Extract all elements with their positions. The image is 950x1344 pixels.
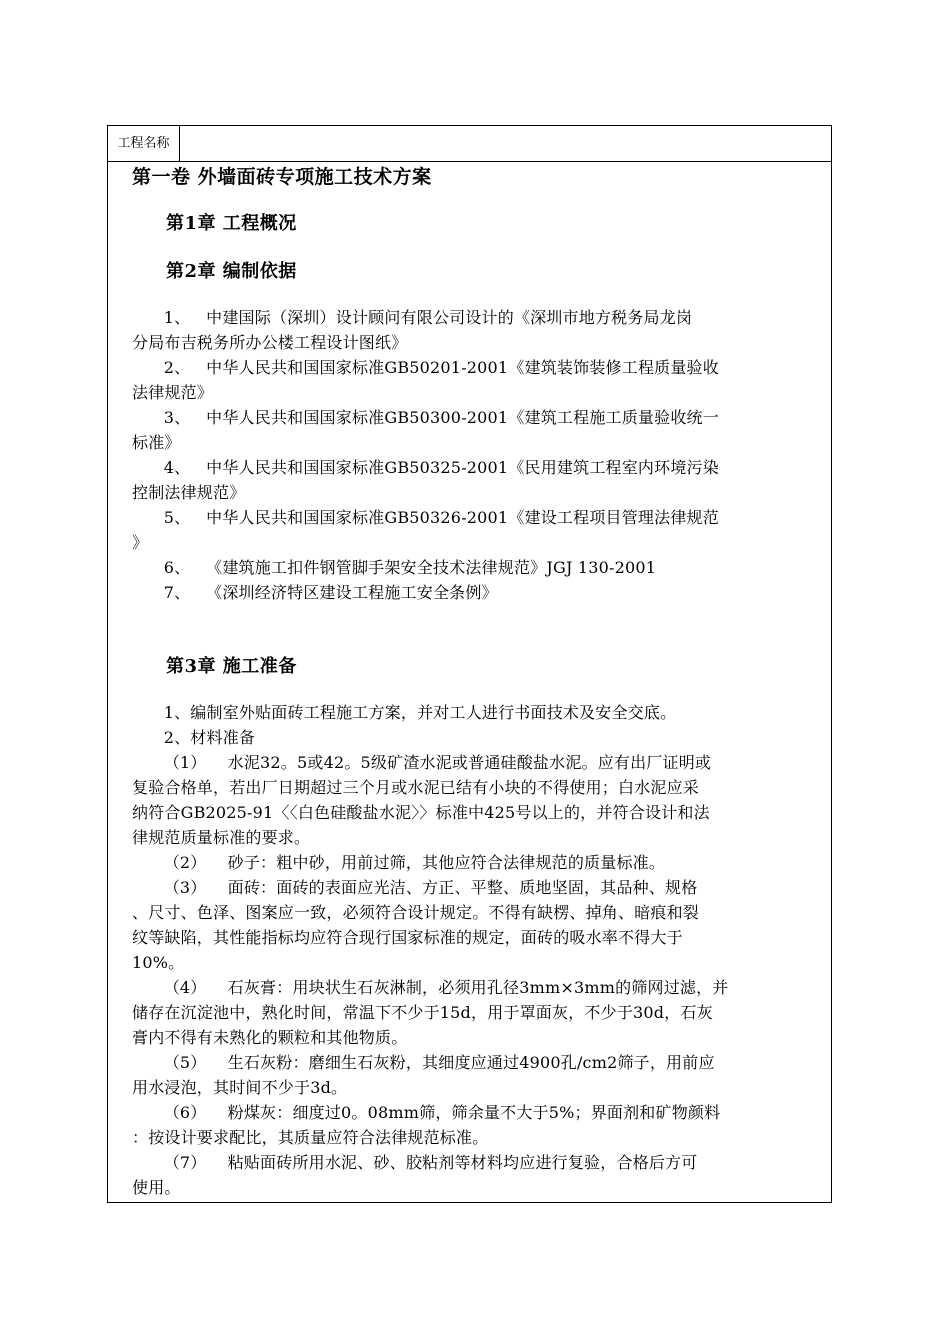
paragraph-line: 纳符合GB2025-91〈〈白色硅酸盐水泥〉〉标准中425号以上的，并符合设计和法 bbox=[132, 803, 710, 822]
paragraph-line: 控制法律规范》 bbox=[132, 483, 246, 502]
paragraph-line: 复验合格单，若出厂日期超过三个月或水泥已结有小块的不得使用；白水泥应采 bbox=[132, 778, 700, 797]
paragraph-line: 1、编制室外贴面砖工程施工方案，并对工人进行书面技术及安全交底。 bbox=[132, 703, 677, 722]
paragraph-line: 用水浸泡，其时间不少于3d。 bbox=[132, 1078, 348, 1097]
paragraph-line: 2、 中华人民共和国国家标准GB50201-2001《建筑装饰装修工程质量验收 bbox=[132, 358, 719, 377]
paragraph-line: 1、 中建国际（深圳）设计顾问有限公司设计的《深圳市地方税务局龙岗 bbox=[132, 308, 693, 327]
document-frame bbox=[107, 125, 832, 1203]
paragraph-line: （4） 石灰膏：用块状生石灰淋制，必须用孔径3mm×3mm的筛网过滤，并 bbox=[132, 978, 729, 997]
paragraph-line: 使用。 bbox=[132, 1178, 181, 1197]
paragraph-line: 10%。 bbox=[132, 953, 185, 972]
paragraph-line: 4、 中华人民共和国国家标准GB50325-2001《民用建筑工程室内环境污染 bbox=[132, 458, 719, 477]
paragraph-line: （1） 水泥32。5或42。5级矿渣水泥或普通硅酸盐水泥。应有出厂证明或 bbox=[132, 753, 712, 772]
paragraph-line: 7、 《深圳经济特区建设工程施工安全条例》 bbox=[132, 583, 498, 602]
chapter-3-title: 第3章 施工准备 bbox=[166, 656, 297, 677]
paragraph-line: 5、 中华人民共和国国家标准GB50326-2001《建设工程项目管理法律规范 bbox=[132, 508, 719, 527]
paragraph-line: 膏内不得有未熟化的颗粒和其他物质。 bbox=[132, 1028, 408, 1047]
paragraph-line: （7） 粘贴面砖所用水泥、砂、胶粘剂等材料均应进行复验，合格后方可 bbox=[132, 1153, 698, 1172]
paragraph-line: ：按设计要求配比，其质量应符合法律规范标准。 bbox=[132, 1128, 489, 1147]
project-name-label: 工程名称 bbox=[108, 126, 180, 161]
header-row bbox=[108, 126, 831, 162]
paragraph-line: 律规范质量标准的要求。 bbox=[132, 828, 311, 847]
paragraph-line: 储存在沉淀池中，熟化时间，常温下不少于15d，用于罩面灰，不少于30d，石灰 bbox=[132, 1003, 713, 1022]
paragraph-line: 纹等缺陷，其性能指标均应符合现行国家标准的规定，面砖的吸水率不得大于 bbox=[132, 928, 683, 947]
paragraph-line: （2） 砂子：粗中砂，用前过筛，其他应符合法律规范的质量标准。 bbox=[132, 853, 666, 872]
volume-title: 第一卷 外墙面砖专项施工技术方案 bbox=[132, 166, 432, 188]
paragraph-line: 分局布吉税务所办公楼工程设计图纸》 bbox=[132, 333, 408, 352]
paragraph-line: 标准》 bbox=[132, 433, 181, 452]
paragraph-line: 6、 《建筑施工扣件钢管脚手架安全技术法律规范》JGJ 130-2001 bbox=[132, 558, 657, 577]
chapter-2-title: 第2章 编制依据 bbox=[166, 261, 297, 282]
paragraph-line: 法律规范》 bbox=[132, 383, 214, 402]
paragraph-line: 、尺寸、色泽、图案应一致，必须符合设计规定。不得有缺楞、掉角、暗痕和裂 bbox=[132, 903, 700, 922]
paragraph-line: 》 bbox=[132, 533, 149, 552]
paragraph-line: （3） 面砖：面砖的表面应光洁、方正、平整、质地坚固，其品种、规格 bbox=[132, 878, 698, 897]
paragraph-line: （6） 粉煤灰：细度过0。08mm筛，筛余量不大于5%；界面剂和矿物颜料 bbox=[132, 1103, 721, 1122]
paragraph-line: 2、材料准备 bbox=[132, 728, 256, 747]
paragraph-line: （5） 生石灰粉：磨细生石灰粉，其细度应通过4900孔/cm2筛子，用前应 bbox=[132, 1053, 715, 1072]
paragraph-line: 3、 中华人民共和国国家标准GB50300-2001《建筑工程施工质量验收统一 bbox=[132, 408, 719, 427]
chapter-1-title: 第1章 工程概况 bbox=[166, 213, 297, 234]
